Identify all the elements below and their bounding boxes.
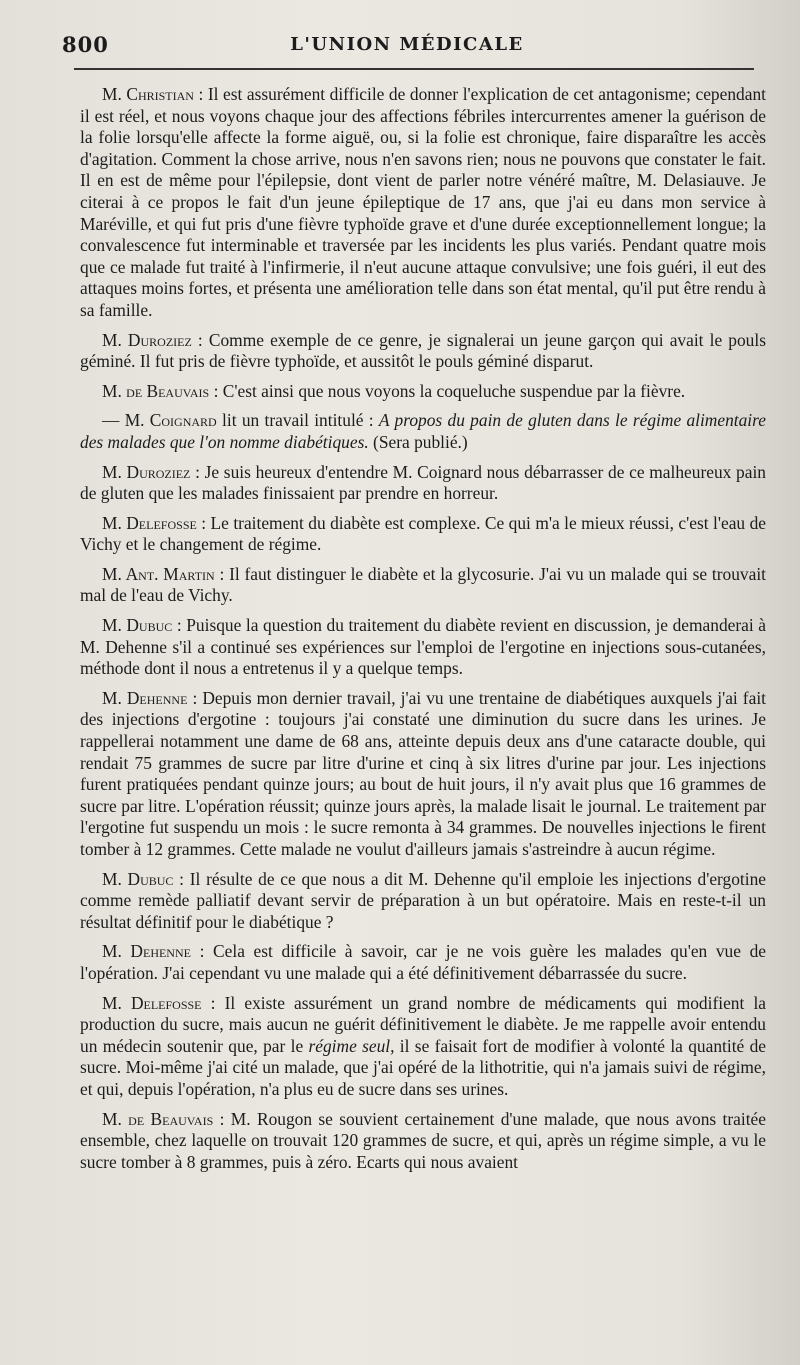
paragraph-text: lit un travail intitulé :: [216, 410, 379, 431]
speaker-name: M. Christian: [102, 84, 194, 104]
paragraph-text: : Il faut distinguer le diabète et la glycosurie. J'ai vu un malade qui se trouvait mal de l'eau de Vichy.: [80, 563, 766, 606]
paragraph-text: : C'est ainsi que nous voyons la coqueluche suspendue par la fièvre.: [209, 380, 686, 401]
speaker-name: M. Delefosse: [102, 512, 197, 533]
italic-phrase: régime seul,: [308, 1035, 395, 1056]
article-body: [80, 84, 766, 1217]
paragraph-text: : Cela est difficile à savoir, car je ne vois guère les malades qu'en vue de l'opération. J'ai cependant vu une malade qui a été définitivement débarrassée du sucre.: [80, 941, 766, 983]
paragraph-text-after: (Sera publié.): [368, 431, 468, 452]
paragraph-dubuc-2: [80, 869, 766, 934]
paragraph-christian: [80, 84, 766, 322]
paper-title: A propos du pain de gluten dans le régime alimentaire des malades que l'on nomme diabétiques.: [80, 410, 766, 452]
speaker-name: M. Dubuc: [102, 615, 173, 636]
paragraph-duroziez: [80, 330, 766, 373]
page-header: [62, 32, 752, 62]
paragraph-coignard: [80, 410, 766, 453]
paragraph-text-after: il se faisait fort de modifier à volonté la quantité de sucre. Moi-même j'ai cité un malade, que j'ai opéré de la lithotritie, qui n'a jamais suivi de régime, et qui, depuis l'opération, n'a plus eu de sucre dans ses urines.: [80, 1035, 766, 1099]
paragraph-delefosse: [80, 513, 766, 556]
paragraph-text: : M. Rougon se souvient certainement d'une malade, que nous avons traitée ensemble, chez laquelle on trouvait 120 grammes de sucre, et qui, après un régime simple, a vu le sucre tomber à 8 grammes, puis à zéro. Ecarts qui nous avaient: [80, 1108, 766, 1172]
paragraph-text: : Il est assurément difficile de donner l'explication de cet antagonisme; cependant il est réel, et nous voyons chaque jour des affections fébriles intercurrentes amener la guérison de la folie lorsqu'elle affecte la forme aiguë, ou, si la folie est chronique, faire disparaître les accès d'agitation. Comment la chose arrive, nous n'en savons rien; nous ne pouvons que constater le fait. Il en est de même pour l'épilepsie, dont vient de parler notre vénéré maître, M. Delasiauve. Je citerai à ce propos le fait d'un jeune épileptique de 17 ans, que j'ai eu dans mon service à Maréville, et qui fut pris d'une fièvre typhoïde grave et d'une durée exceptionnellement longue; la convalescence fut interminable et traversée par les incidents les plus variés. Pendant quatre mois que ce malade fut traité à l'infirmerie, il n'eut aucune attaque convulsive; une fois guéri, il eut des attaques moins fortes, et présenta une amélioration telle dans son état mental, qu'il put être rendu à sa famille.: [80, 84, 766, 320]
page-number: 800: [62, 32, 109, 57]
paragraph-de-beauvais-2: [80, 1109, 766, 1217]
speaker-name: M. Delefosse: [102, 992, 202, 1013]
paragraph-text: : Il résulte de ce que nous a dit M. Dehenne qu'il emploie les injections d'ergotine comme remède palliatif devant servir de préparation à un but opératoire. Mais en reste-t-il un résultat définitif pour le diabétique ?: [80, 868, 766, 932]
paragraph-delefosse-2: [80, 993, 766, 1101]
speaker-name: M. Duroziez: [102, 461, 191, 482]
paragraph-martin: [80, 564, 766, 607]
paragraph-dehenne-2: [80, 941, 766, 984]
paragraph-text: : Il existe assurément un grand nombre de médicaments qui modifient la production du sucre, mais aucun ne guérit définitivement le diabète. Je me rappelle avoir entendu un médecin soutenir que, par le: [80, 992, 766, 1056]
paragraph-de-beauvais: [80, 381, 766, 403]
dash-prefix: —: [102, 410, 125, 431]
paragraph-text: : Puisque la question du traitement du diabète revient en discussion, je demanderai à M. Dehenne s'il a continué ses expériences sur l'emploi de l'ergotine en injections sous-cutanées, méthode dont il nous a entretenus il y a quelque temps.: [80, 615, 766, 679]
speaker-name: M. Dehenne: [102, 941, 191, 962]
speaker-name: M. Coignard: [124, 410, 217, 431]
paragraph-text: : Depuis mon dernier travail, j'ai vu une trentaine de diabétiques auxquels j'ai fait des injections d'ergotine : toujours j'ai constaté une diminution du sucre dans les urines. Je rappellerai notamment une dame de 68 ans, atteinte depuis deux ans d'une cataracte double, qui rendait 75 grammes de sucre par litre d'urine et cinq à six litres d'urine par jour. Les injections furent pratiquées pendant quinze jours; au bout de huit jours, il n'y avait plus que 16 grammes de sucre par litre. L'opération réussit; quinze jours après, la malade lisait le journal. Le traitement par l'ergotine fut suspendu un mois : le sucre remonta à 34 grammes. De nouvelles injections le firent tomber à 12 grammes. Cette malade ne voulut d'ailleurs jamais s'astreindre à aucun régime.: [80, 687, 766, 859]
paragraph-text: : Je suis heureux d'entendre M. Coignard nous débarrasser de ce malheureux pain de gluten que les malades finissaient par prendre en horreur.: [80, 461, 766, 504]
paragraph-text: : Comme exemple de ce genre, je signalerai un jeune garçon qui avait le pouls géminé. Il fut pris de fièvre typhoïde, et aussitôt le pouls géminé disparut.: [80, 329, 766, 372]
speaker-name: M. de Beauvais: [102, 380, 210, 401]
paragraph-dubuc: [80, 615, 766, 680]
paragraph-duroziez-2: [80, 462, 766, 505]
header-rule: [74, 68, 754, 70]
speaker-name: M. de Beauvais: [102, 1108, 214, 1129]
speaker-name: M. Dubuc: [102, 868, 174, 889]
paragraph-dehenne: [80, 688, 766, 861]
journal-title: L'UNION MÉDICALE: [290, 34, 524, 55]
speaker-name: M. Ant. Martin: [102, 563, 215, 584]
speaker-name: M. Duroziez: [102, 329, 192, 350]
speaker-name: M. Dehenne: [102, 687, 188, 708]
paragraph-text: : Le traitement du diabète est complexe. Ce qui m'a le mieux réussi, c'est l'eau de Vichy et le changement de régime.: [80, 512, 766, 555]
